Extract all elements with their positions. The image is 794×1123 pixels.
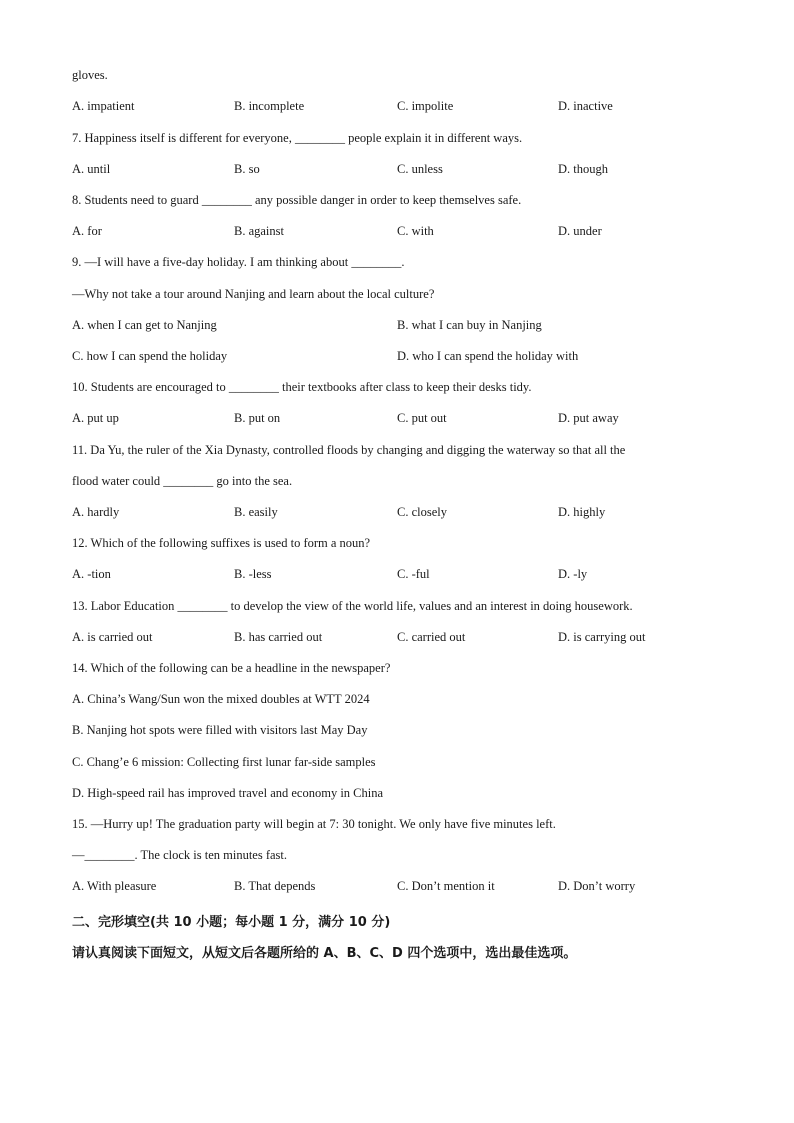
option-a[interactable]: A. With pleasure xyxy=(72,879,157,893)
option-d[interactable]: D. inactive xyxy=(558,99,613,113)
option-b[interactable]: B. That depends xyxy=(234,879,316,893)
section-heading: 二、完形填空(共 10 小题；每小题 1 分，满分 10 分) xyxy=(72,915,391,930)
option-d[interactable]: D. -ly xyxy=(558,567,588,581)
option-c[interactable]: C. -ful xyxy=(397,567,430,581)
option-b[interactable]: B. easily xyxy=(234,505,278,519)
option-a[interactable]: A. is carried out xyxy=(72,630,153,644)
option-a[interactable]: A. -tion xyxy=(72,567,111,581)
q8-stem: 8. Students need to guard ________ any possible danger in order to keep themselves safe. xyxy=(72,193,522,207)
option-c[interactable]: C. put out xyxy=(397,411,447,425)
q11-options xyxy=(0,505,794,525)
option-d[interactable]: D. under xyxy=(558,224,602,238)
q9-options-row1 xyxy=(0,318,794,338)
option-c[interactable]: C. closely xyxy=(397,505,447,519)
q13-options xyxy=(0,630,794,650)
option-c[interactable]: C. unless xyxy=(397,162,443,176)
q9-stem-line1: 9. —I will have a five-day holiday. I am thinking about ________. xyxy=(72,255,405,269)
q15-stem-line1: 15. —Hurry up! The graduation party will begin at 7: 30 tonight. We only have five minutes left. xyxy=(72,817,556,831)
option-a[interactable]: A. impatient xyxy=(72,99,135,113)
option-b[interactable]: B. put on xyxy=(234,411,281,425)
q9-stem-line2: —Why not take a tour around Nanjing and learn about the local culture? xyxy=(72,287,435,301)
option-c[interactable]: C. Don’t mention it xyxy=(397,879,495,893)
passage-fragment: gloves. xyxy=(72,68,108,82)
option-d[interactable]: D. put away xyxy=(558,411,619,425)
option-c[interactable]: C. Chang’e 6 mission: Collecting first lunar far-side samples xyxy=(72,755,376,769)
option-b[interactable]: B. -less xyxy=(234,567,272,581)
q12-options xyxy=(0,567,794,587)
option-a[interactable]: A. hardly xyxy=(72,505,120,519)
q11-stem-line2: flood water could ________ go into the sea. xyxy=(72,474,293,488)
option-c[interactable]: C. with xyxy=(397,224,434,238)
q12-stem: 12. Which of the following suffixes is used to form a noun? xyxy=(72,536,371,550)
option-d[interactable]: D. who I can spend the holiday with xyxy=(397,349,579,363)
q9-options-row2 xyxy=(0,349,794,369)
q13-stem: 13. Labor Education ________ to develop the view of the world life, values and an interest in doing housework. xyxy=(72,599,633,613)
option-b[interactable]: B. so xyxy=(234,162,260,176)
option-d[interactable]: D. is carrying out xyxy=(558,630,646,644)
q6-options xyxy=(0,99,794,119)
q15-stem-line2: —________. The clock is ten minutes fast. xyxy=(72,848,288,862)
q10-stem: 10. Students are encouraged to ________ their textbooks after class to keep their desks tidy. xyxy=(72,380,532,394)
option-a[interactable]: A. until xyxy=(72,162,111,176)
option-c[interactable]: C. impolite xyxy=(397,99,454,113)
option-b[interactable]: B. has carried out xyxy=(234,630,323,644)
q10-options xyxy=(0,411,794,431)
option-b[interactable]: B. against xyxy=(234,224,284,238)
q7-stem: 7. Happiness itself is different for everyone, ________ people explain it in different ways. xyxy=(72,131,523,145)
option-a[interactable]: A. when I can get to Nanjing xyxy=(72,318,217,332)
option-a[interactable]: A. put up xyxy=(72,411,119,425)
option-a[interactable]: A. China’s Wang/Sun won the mixed doubles at WTT 2024 xyxy=(72,692,370,706)
q8-options xyxy=(0,224,794,244)
q15-options xyxy=(0,879,794,899)
q7-options xyxy=(0,162,794,182)
option-d[interactable]: D. High-speed rail has improved travel and economy in China xyxy=(72,786,384,800)
option-d[interactable]: D. highly xyxy=(558,505,606,519)
section-instruction: 请认真阅读下面短文，从短文后各题所给的 A、B、C、D 四个选项中，选出最佳选项。 xyxy=(72,946,577,961)
option-d[interactable]: D. though xyxy=(558,162,608,176)
q11-stem-line1: 11. Da Yu, the ruler of the Xia Dynasty, controlled floods by changing and digging the waterway so that all the xyxy=(72,443,626,457)
option-a[interactable]: A. for xyxy=(72,224,102,238)
q14-stem: 14. Which of the following can be a headline in the newspaper? xyxy=(72,661,391,675)
option-b[interactable]: B. incomplete xyxy=(234,99,305,113)
option-d[interactable]: D. Don’t worry xyxy=(558,879,636,893)
option-b[interactable]: B. what I can buy in Nanjing xyxy=(397,318,542,332)
option-b[interactable]: B. Nanjing hot spots were filled with visitors last May Day xyxy=(72,723,368,737)
option-c[interactable]: C. how I can spend the holiday xyxy=(72,349,228,363)
option-c[interactable]: C. carried out xyxy=(397,630,466,644)
